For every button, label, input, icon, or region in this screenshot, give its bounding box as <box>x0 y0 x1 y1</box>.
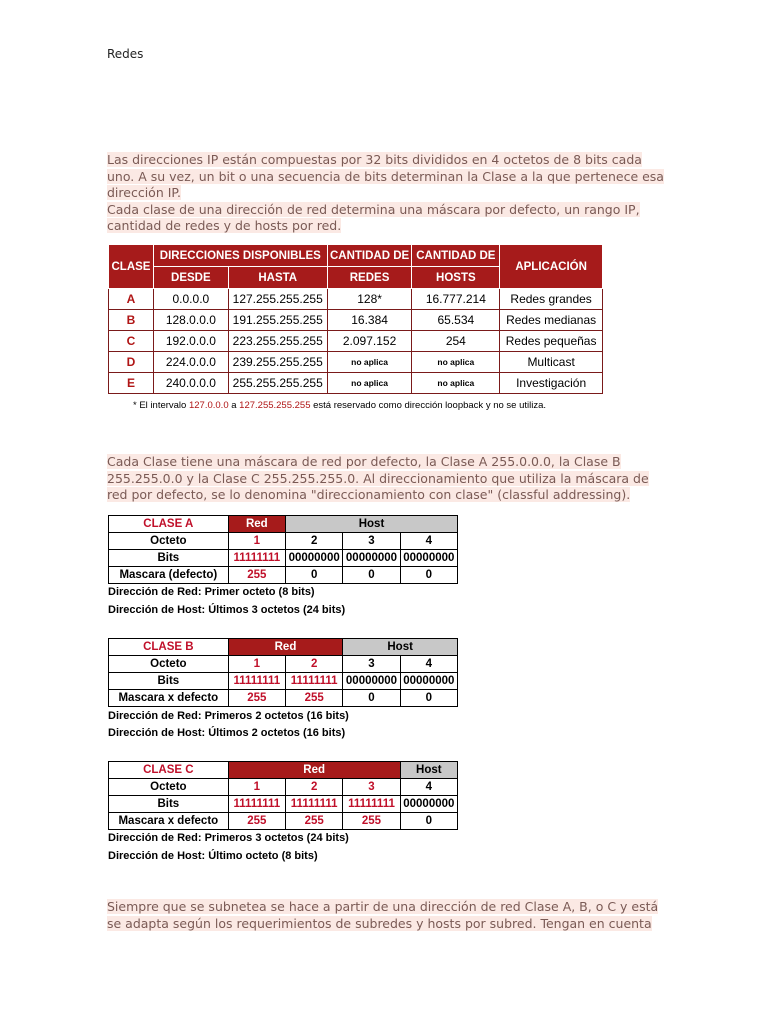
intro-paragraph <box>107 152 667 235</box>
table-row <box>109 352 603 373</box>
th-desde: DESDE <box>153 267 228 289</box>
bits-4: 00000000 <box>400 796 457 813</box>
cell-hosts: no aplica <box>412 352 500 373</box>
class-a-table <box>108 515 458 584</box>
mask-1: 255 <box>228 813 285 830</box>
mask-text: Cada Clase tiene una máscara de red por defecto, la Clase A 255.0.0.0, la Clase B 255.255.0.0 y la Clase C 255.255.255.0. Al direccionamiento que utiliza la máscara de red por defecto, se lo denomina "direccionamiento con clase" (classful addressing). <box>107 454 649 502</box>
bits-1: 11111111 <box>228 673 285 690</box>
intro-text-2: Cada clase de una dirección de red determina una máscara por defecto, un rango IP, cantidad de redes y de hosts por red. <box>107 201 640 233</box>
mask-3: 255 <box>343 813 400 830</box>
document-header: Redes <box>107 47 144 61</box>
bits-4: 00000000 <box>400 550 457 567</box>
footnote-mid: a <box>228 400 240 411</box>
bits-4: 00000000 <box>400 673 457 690</box>
ip-classes-table <box>108 244 603 394</box>
red-header: Red <box>228 762 400 779</box>
mask-1: 255 <box>228 690 285 707</box>
th-aplicacion: APLICACIÓN <box>500 245 603 289</box>
mask-4: 0 <box>400 567 457 584</box>
th-direcciones: DIRECCIONES DISPONIBLES <box>153 245 327 267</box>
octeto-4: 4 <box>400 533 457 550</box>
class-b-note-host: Dirección de Host: Últimos 2 octetos (16 bits) <box>108 727 346 739</box>
cell-hosts: no aplica <box>412 373 500 394</box>
class-c-table <box>108 761 458 830</box>
mask-paragraph <box>107 454 667 504</box>
th-hosts-2: HOSTS <box>412 267 500 289</box>
cell-desde: 224.0.0.0 <box>153 352 228 373</box>
th-redes-2: REDES <box>327 267 412 289</box>
table-row <box>109 310 603 331</box>
bits-label: Bits <box>109 673 229 690</box>
cell-hosts: 65.534 <box>412 310 500 331</box>
bits-2: 11111111 <box>286 796 343 813</box>
mask-label: Mascara x defecto <box>109 813 229 830</box>
cell-desde: 192.0.0.0 <box>153 331 228 352</box>
cell-redes: 2.097.152 <box>327 331 412 352</box>
cell-clase: C <box>109 331 154 352</box>
bits-1: 11111111 <box>228 550 285 567</box>
th-hosts-1: CANTIDAD DE <box>412 245 500 267</box>
mask-2: 255 <box>286 813 343 830</box>
octeto-1: 1 <box>228 779 285 796</box>
bits-2: 11111111 <box>286 673 343 690</box>
bits-3: 00000000 <box>343 673 400 690</box>
octeto-2: 2 <box>286 656 343 673</box>
octeto-1: 1 <box>228 656 285 673</box>
intro-text-1: Las direcciones IP están compuestas por 32 bits divididos en 4 octetos de 8 bits cada uno. A su vez, un bit o una secuencia de bits determinan la Clase a la que pertenece esa dirección IP. <box>107 152 664 200</box>
mask-2: 0 <box>286 567 343 584</box>
octeto-2: 2 <box>286 779 343 796</box>
mask-3: 0 <box>343 567 400 584</box>
octeto-label: Octeto <box>109 656 229 673</box>
cell-hasta: 127.255.255.255 <box>228 289 327 310</box>
host-header: Host <box>286 516 458 533</box>
class-c-note-host: Dirección de Host: Último octeto (8 bits) <box>108 850 318 862</box>
class-c-title: CLASE C <box>109 762 229 779</box>
cell-clase: A <box>109 289 154 310</box>
th-redes-1: CANTIDAD DE <box>327 245 412 267</box>
closing-paragraph <box>107 899 667 932</box>
octeto-3: 3 <box>343 779 400 796</box>
cell-desde: 240.0.0.0 <box>153 373 228 394</box>
table-row <box>109 331 603 352</box>
octeto-4: 4 <box>400 656 457 673</box>
cell-aplicacion: Multicast <box>500 352 603 373</box>
cell-clase: D <box>109 352 154 373</box>
cell-aplicacion: Redes grandes <box>500 289 603 310</box>
class-b-table <box>108 638 458 707</box>
bits-label: Bits <box>109 550 229 567</box>
class-b-title: CLASE B <box>109 639 229 656</box>
cell-desde: 0.0.0.0 <box>153 289 228 310</box>
loopback-footnote <box>133 400 546 411</box>
cell-hasta: 223.255.255.255 <box>228 331 327 352</box>
table-row <box>109 289 603 310</box>
cell-aplicacion: Redes pequeñas <box>500 331 603 352</box>
cell-hasta: 255.255.255.255 <box>228 373 327 394</box>
table-row <box>109 373 603 394</box>
th-clase: CLASE <box>109 245 154 289</box>
cell-hasta: 191.255.255.255 <box>228 310 327 331</box>
mask-label: Mascara x defecto <box>109 690 229 707</box>
class-b-note-red: Dirección de Red: Primeros 2 octetos (16 bits) <box>108 710 349 722</box>
cell-clase: B <box>109 310 154 331</box>
bits-1: 11111111 <box>228 796 285 813</box>
mask-3: 0 <box>343 690 400 707</box>
octeto-1: 1 <box>228 533 285 550</box>
class-a-note-host: Dirección de Host: Últimos 3 octetos (24 bits) <box>108 604 346 616</box>
cell-desde: 128.0.0.0 <box>153 310 228 331</box>
cell-redes: 128* <box>327 289 412 310</box>
footnote-pre: * El intervalo <box>133 400 189 411</box>
mask-4: 0 <box>400 690 457 707</box>
closing-text: Siempre que se subnetea se hace a partir de una dirección de red Clase A, B, o C y está se adapta según los requerimientos de subredes y hosts por subred. Tengan en cuenta <box>107 899 659 931</box>
octeto-3: 3 <box>343 656 400 673</box>
octeto-2: 2 <box>286 533 343 550</box>
cell-hosts: 254 <box>412 331 500 352</box>
bits-label: Bits <box>109 796 229 813</box>
class-a-note-red: Dirección de Red: Primer octeto (8 bits) <box>108 586 315 598</box>
host-header: Host <box>343 639 458 656</box>
bits-2: 00000000 <box>286 550 343 567</box>
cell-redes: no aplica <box>327 373 412 394</box>
red-header: Red <box>228 639 343 656</box>
host-header: Host <box>400 762 457 779</box>
cell-aplicacion: Investigación <box>500 373 603 394</box>
footnote-post: está reservado como dirección loopback y no se utiliza. <box>310 400 547 411</box>
octeto-label: Octeto <box>109 779 229 796</box>
cell-clase: E <box>109 373 154 394</box>
cell-aplicacion: Redes medianas <box>500 310 603 331</box>
red-header: Red <box>228 516 285 533</box>
mask-1: 255 <box>228 567 285 584</box>
class-c-note-red: Dirección de Red: Primeros 3 octetos (24 bits) <box>108 832 349 844</box>
mask-4: 0 <box>400 813 457 830</box>
footnote-start-ip: 127.0.0.0 <box>188 400 229 411</box>
bits-3: 00000000 <box>343 550 400 567</box>
octeto-3: 3 <box>343 533 400 550</box>
th-hasta: HASTA <box>228 267 327 289</box>
mask-label: Mascara (defecto) <box>109 567 229 584</box>
cell-redes: 16.384 <box>327 310 412 331</box>
octeto-4: 4 <box>400 779 457 796</box>
footnote-end-ip: 127.255.255.255 <box>239 400 311 411</box>
mask-2: 255 <box>286 690 343 707</box>
cell-hosts: 16.777.214 <box>412 289 500 310</box>
bits-3: 11111111 <box>343 796 400 813</box>
octeto-label: Octeto <box>109 533 229 550</box>
cell-hasta: 239.255.255.255 <box>228 352 327 373</box>
class-a-title: CLASE A <box>109 516 229 533</box>
cell-redes: no aplica <box>327 352 412 373</box>
